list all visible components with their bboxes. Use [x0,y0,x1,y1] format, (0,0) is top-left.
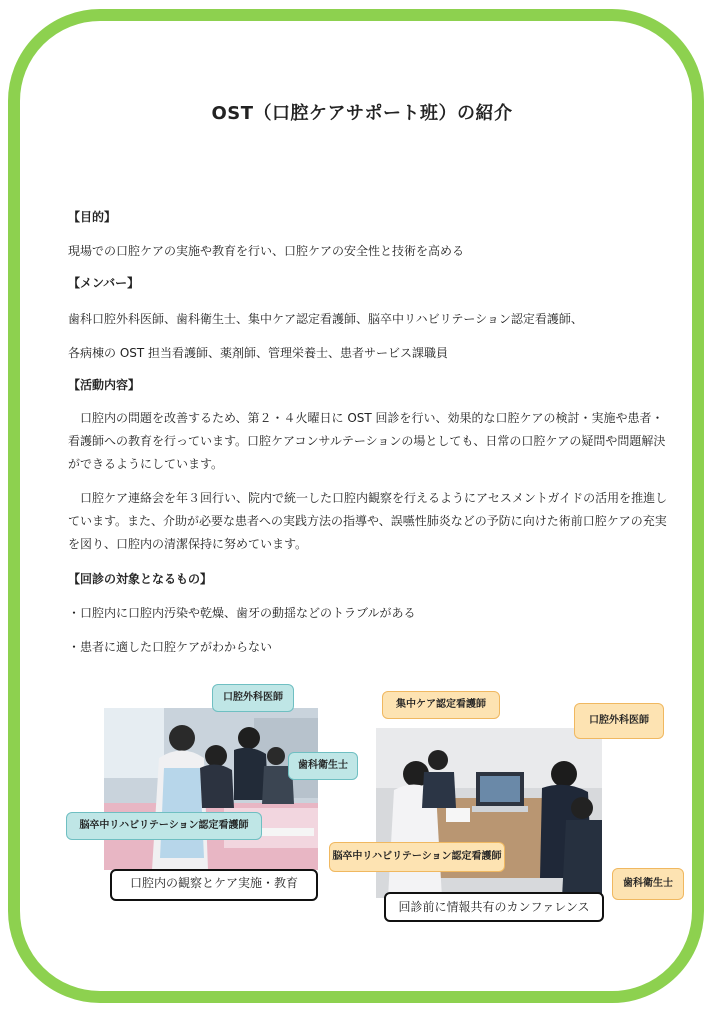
purpose-text: 現場での口腔ケアの実施や教育を行い、口腔ケアの安全性と技術を高める [68,244,465,258]
caption-left: 口腔内の観察とケア実施・教育 [110,869,318,901]
purpose-heading: 【目的】 [68,210,117,224]
callout-oral-surgeon-left: 口腔外科医師 [212,684,294,712]
callout-hygienist-left: 歯科衛生士 [288,752,358,780]
target-item-1: ・口腔内に口腔内汚染や乾燥、歯牙の動揺などのトラブルがある [68,606,416,620]
photo-oral-observation [104,708,318,870]
callout-intensive-care-nurse: 集中ケア認定看護師 [382,691,500,719]
members-line-1: 歯科口腔外科医師、歯科衛生士、集中ケア認定看護師、脳卒中リハビリテーション認定看護師、 [68,312,583,326]
caption-right: 回診前に情報共有のカンファレンス [384,892,604,922]
target-item-2: ・患者に適した口腔ケアがわからない [68,640,273,654]
callout-oral-surgeon-right: 口腔外科医師 [574,703,664,739]
activities-heading: 【活動内容】 [68,378,141,392]
callout-stroke-nurse-right: 脳卒中リハビリテーション認定看護師 [329,842,505,872]
callout-stroke-nurse-left: 脳卒中リハビリテーション認定看護師 [66,812,262,840]
callout-hygienist-right: 歯科衛生士 [612,868,684,900]
page-title: OST（口腔ケアサポート班）の紹介 [211,103,513,124]
targets-heading: 【回診の対象となるもの】 [68,572,213,586]
members-line-2: 各病棟の OST 担当看護師、薬剤師、管理栄養士、患者サービス課職員 [68,346,449,360]
members-heading: 【メンバー】 [68,276,140,290]
activities-paragraph-2: 口腔ケア連絡会を年３回行い、院内で統一した口腔内観察を行えるようにアセスメントガイドの活用を推進しています。また、介助が必要な患者への実践方法の指導や、誤嚥性肺炎などの予防に向けた術前口腔ケアの充実を図り、口腔内の清潔保持に努めています。 [68,491,668,551]
photo-conference [376,728,602,898]
activities-paragraph-1: 口腔内の問題を改善するため、第２・４火曜日に OST 回診を行い、効果的な口腔ケアの検討・実施や患者・看護師への教育を行っています。口腔ケアコンサルテーションの場としても、日常の口腔ケアの疑問や問題解決ができるようにしています。 [68,411,666,471]
